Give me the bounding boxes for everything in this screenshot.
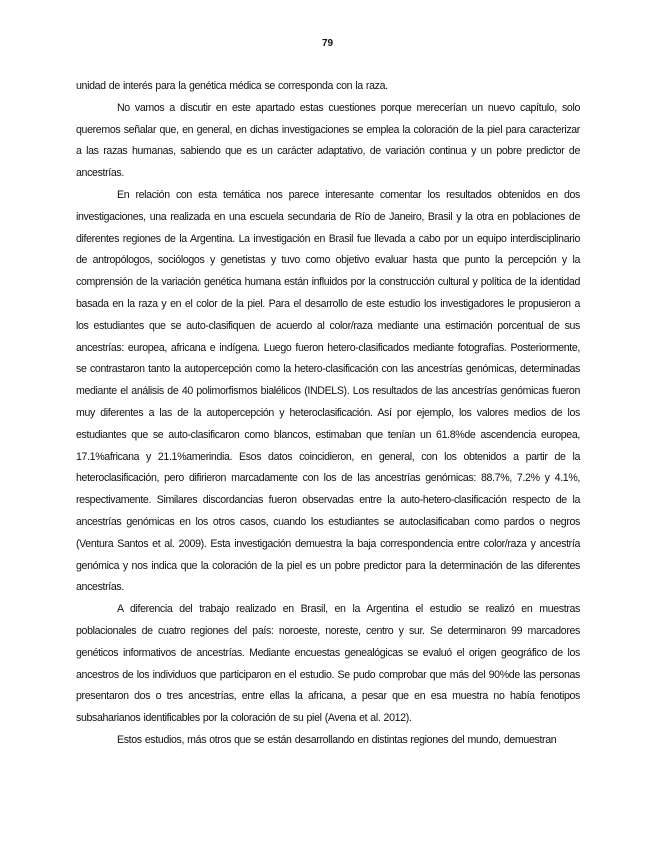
paragraph-2: No vamos a discutir en este apartado estas cuestiones porque merecerían un nuevo capítulo, solo queremos señalar que, en general, en dichas investigaciones se emplea la coloración de la piel para caracterizar a las razas humanas, sabiendo que es un carácter adaptativo, de variación continua y un pobre predictor de ancestrías.	[76, 101, 580, 180]
paragraph-1: unidad de interés para la genética médica se corresponda con la raza.	[76, 80, 388, 92]
paragraph-3: En relación con esta temática nos parece interesante comentar los resultados obtenidos en dos investigaciones, una realizada en una escuela secundaria de Río de Janeiro, Brasil y la otra en poblaciones de diferentes regiones de la Argentina. La investigación en Brasil fue llevada a cabo por un equipo interdisciplinario de antropólogos, sociólogos y genetistas y tuvo como objetivo evaluar hasta que punto la percepción y la comprensión de la variación genética humana están influidos por la construcción cultural y política de la identidad basada en la raza y en el color de la piel. Para el desarrollo de este estudio los investigadores le propusieron a los estudiantes que se auto-clasifiquen de acuerdo al color/raza mediante una estimación porcentual de sus ancestrías: europea, africana e indígena. Luego fueron hetero-clasificados mediante fotografías. Posteriormente, se contrastaron tanto la autopercepción como la hetero-clasificación con las ancestrías genómicas, determinadas mediante el análisis de 40 polimorfismos bialélicos (INDELS). Los resultados de las ancestrías genómicas fueron muy diferentes a las de la autopercepción y heteroclasificación. Así por ejemplo, los valores medios de los estudiantes que se auto-clasificaron como blancos, estimaban que tenían un 61.8%de ascendencia europea, 17.1%africana y 21.1%amerindia. Esos datos coincidieron, en general, con los obtenidos a partir de la heteroclasificación, pero difirieron marcadamente con los de las ancestrías genómicas: 88.7%, 7.2% y 4.1%, respectivamente. Similares discordancias fueron observadas entre la auto-hetero-clasificación respecto de la ancestrías genómicas en los otros casos, cuando los estudiantes se autoclasificaban como pardos o negros (Ventura Santos et al. 2009). Esta investigación demuestra la baja correspondencia entre color/raza y ancestría genómica y nos indica que la coloración de la piel es un pobre predictor para la determinación de las diferentes ancestrías.	[76, 188, 580, 594]
page-number: 79	[321, 38, 334, 49]
document-body	[76, 76, 580, 752]
paragraph-4: A diferencia del trabajo realizado en Brasil, en la Argentina el estudio se realizó en muestras poblacionales de cuatro regiones del país: noroeste, noreste, centro y sur. Se determinaron 99 marcadores genéticos informativos de ancestrías. Mediante encuestas genealógicas se evaluó el origen geográfico de los ancestros de los individuos que participaron en el estudio. Se pudo comprobar que más del 90%de las personas presentaron dos o tres ancestrías, entre ellas la africana, a pesar que en esa muestra no había fenotipos subsaharianos identificables por la coloración de su piel (Avena et al. 2012).	[76, 603, 580, 725]
paragraph-5: Estos estudios, más otros que se están desarrollando en distintas regiones del mundo, demuestran	[117, 733, 557, 746]
